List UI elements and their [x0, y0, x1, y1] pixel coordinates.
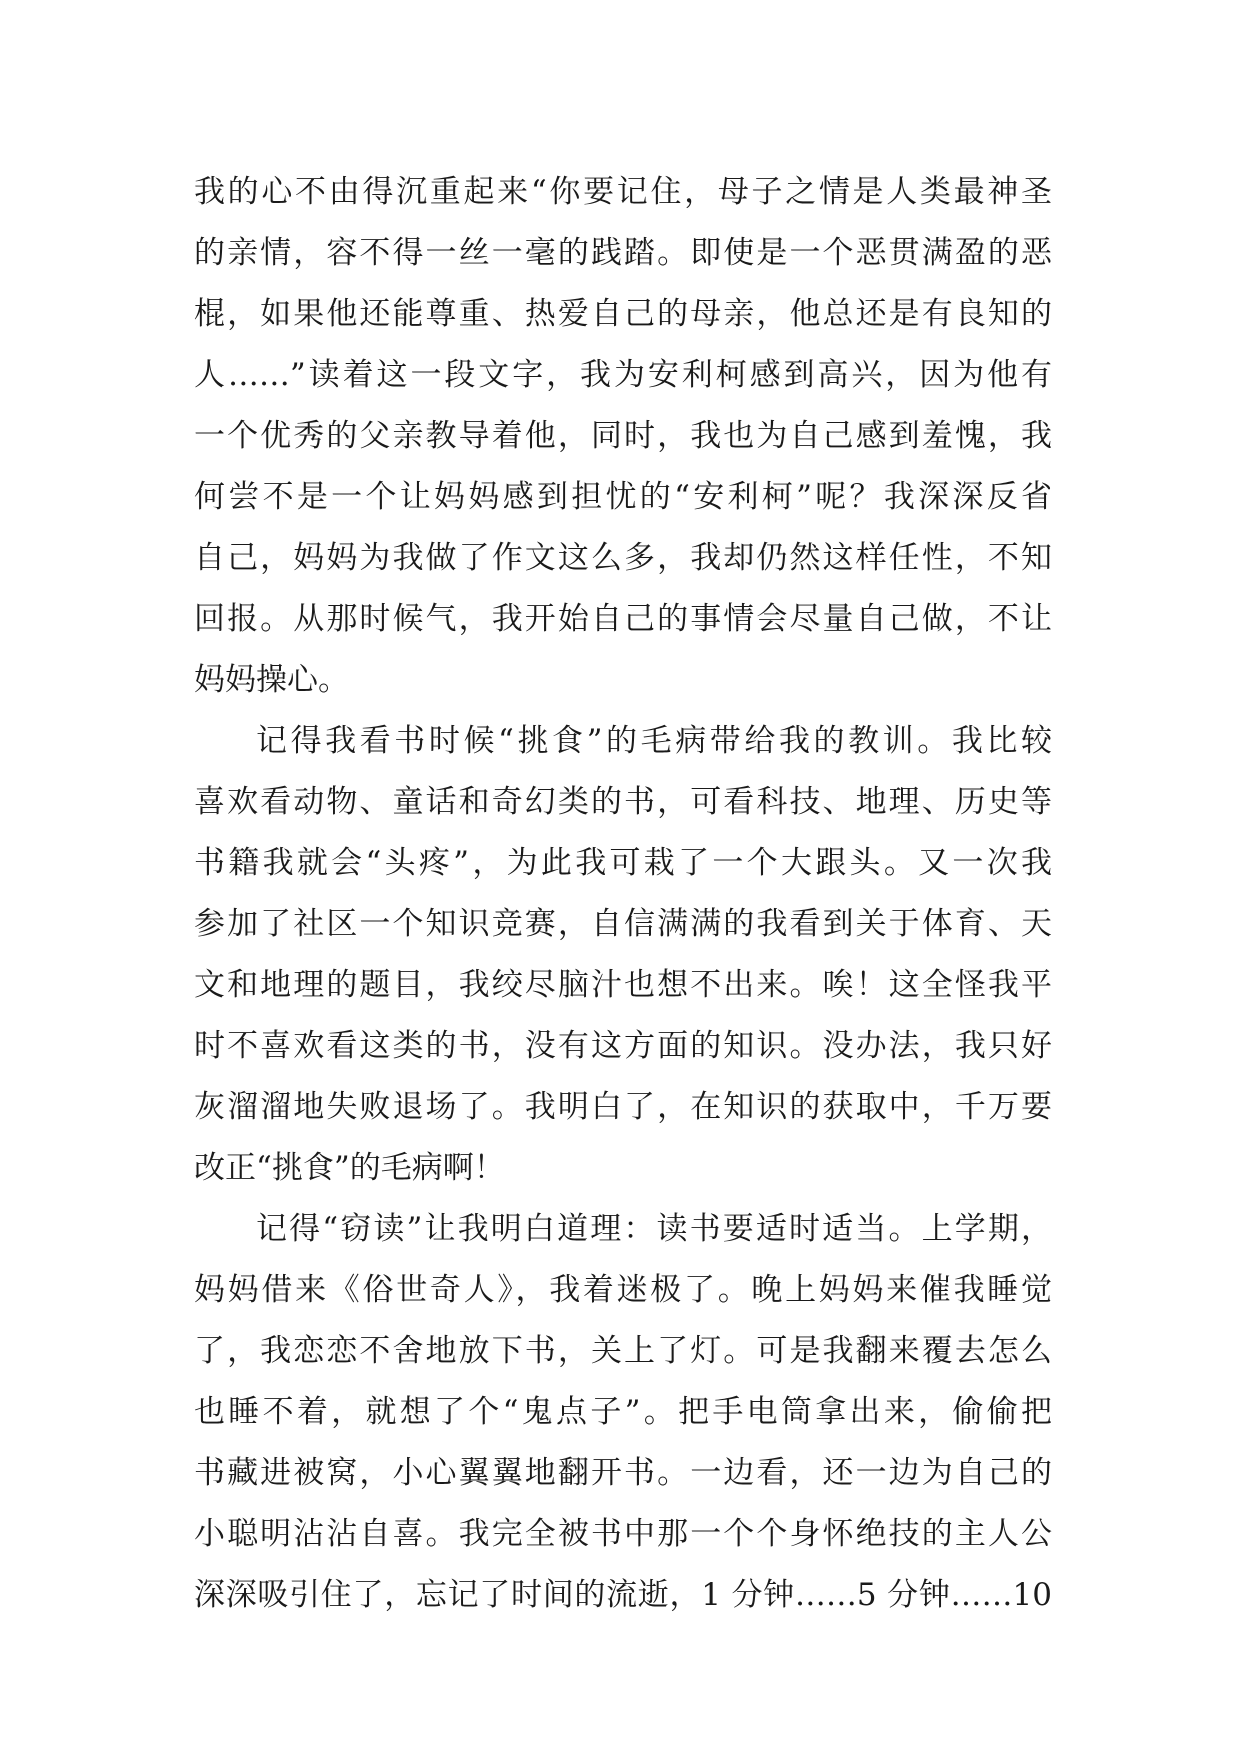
- text-line: 妈妈借来《俗世奇人》，我着迷极了。晚上妈妈来催我睡觉: [194, 1272, 1052, 1308]
- text-line: 时不喜欢看这类的书，没有这方面的知识。没办法，我只好: [194, 1028, 1052, 1064]
- text-line: 灰溜溜地失败退场了。我明白了，在知识的获取中，千万要: [194, 1089, 1052, 1125]
- text-line: 记得我看书时候“挑食”的毛病带给我的教训。我比较: [256, 723, 1052, 759]
- text-line: 自己，妈妈为我做了作文这么多，我却仍然这样任性，不知: [194, 540, 1052, 576]
- text-line: 书籍我就会“头疼”，为此我可栽了一个大跟头。又一次我: [194, 845, 1052, 881]
- text-line: 书藏进被窝，小心翼翼地翻开书。一边看，还一边为自己的: [194, 1455, 1052, 1491]
- text-line: 我的心不由得沉重起来“你要记住，母子之情是人类最神圣: [194, 174, 1052, 210]
- text-line: 妈妈操心。: [194, 662, 349, 698]
- paragraph: [194, 1199, 1052, 1626]
- paragraph: [194, 711, 1052, 1199]
- text-line: 棍，如果他还能尊重、热爱自己的母亲，他总还是有良知的: [194, 296, 1052, 332]
- paragraph: [194, 162, 1052, 711]
- text-line: 喜欢看动物、童话和奇幻类的书，可看科技、地理、历史等: [194, 784, 1052, 820]
- text-line: 也睡不着，就想了个“鬼点子”。把手电筒拿出来，偷偷把: [194, 1394, 1052, 1430]
- document-body: [194, 162, 1052, 1626]
- text-line: 了，我恋恋不舍地放下书，关上了灯。可是我翻来覆去怎么: [194, 1333, 1052, 1369]
- text-line: 何尝不是一个让妈妈感到担忧的“安利柯”呢？我深深反省: [194, 479, 1052, 515]
- text-line: 参加了社区一个知识竞赛，自信满满的我看到关于体育、天: [194, 906, 1052, 942]
- text-line: 深深吸引住了，忘记了时间的流逝，1 分钟……5 分钟……10: [194, 1577, 1052, 1613]
- text-line: 小聪明沾沾自喜。我完全被书中那一个个身怀绝技的主人公: [194, 1516, 1052, 1552]
- text-line: 一个优秀的父亲教导着他，同时，我也为自己感到羞愧，我: [194, 418, 1052, 454]
- text-line: 的亲情，容不得一丝一毫的践踏。即使是一个恶贯满盈的恶: [194, 235, 1052, 271]
- text-line: 人……”读着这一段文字，我为安利柯感到高兴，因为他有: [194, 357, 1052, 393]
- text-line: 文和地理的题目，我绞尽脑汁也想不出来。唉！这全怪我平: [194, 967, 1052, 1003]
- text-line: 回报。从那时候气，我开始自己的事情会尽量自己做，不让: [194, 601, 1052, 637]
- text-line: 记得“窃读”让我明白道理：读书要适时适当。上学期，: [256, 1211, 1052, 1247]
- text-line: 改正“挑食”的毛病啊！: [194, 1150, 505, 1186]
